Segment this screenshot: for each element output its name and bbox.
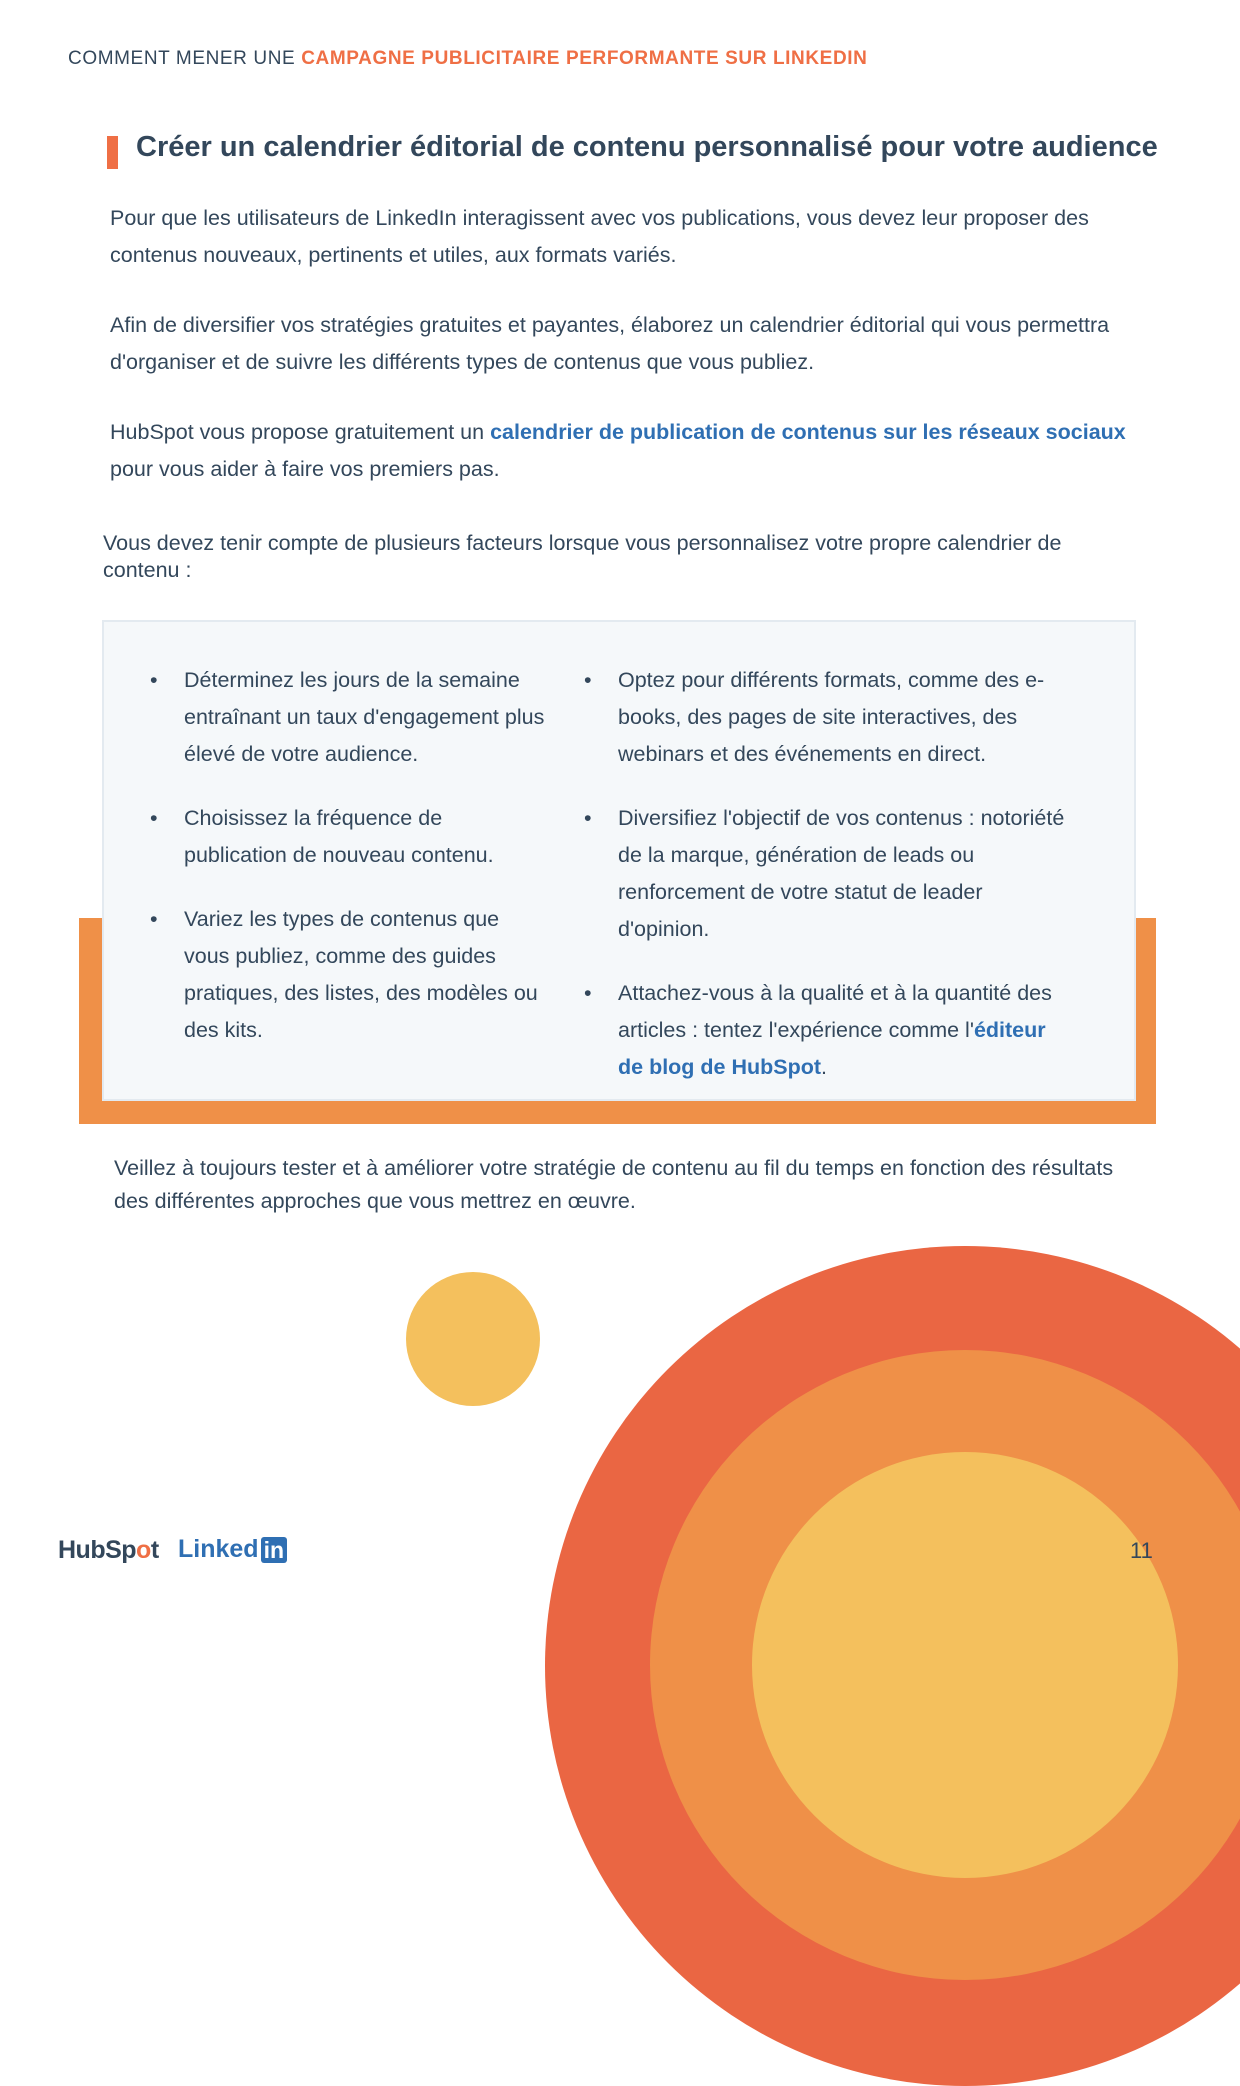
list-item-text-before: Attachez-vous à la qualité et à la quantité des articles : tentez l'expérience comme l': [618, 981, 1052, 1042]
hubspot-logo-text-a: HubSp: [58, 1536, 137, 1564]
hubspot-sprocket-icon: o: [136, 1536, 151, 1564]
list-item: [150, 662, 550, 773]
list-item-text: Optez pour différents formats, comme des e-books, des pages de site interactives, des webinars et des événements en direct.: [618, 668, 1045, 766]
bullet-dot: •: [584, 668, 592, 692]
factors-card: [102, 620, 1136, 1101]
paragraph-hubspot-offer-after: pour vous aider à faire vos premiers pas.: [110, 457, 500, 481]
list-item-text: Choisissez la fréquence de publication de nouveau contenu.: [184, 806, 494, 867]
list-item: [584, 975, 1074, 1086]
list-item-text: Variez les types de contenus que vous publiez, comme des guides pratiques, des listes, des modèles ou des kits.: [184, 907, 538, 1042]
hubspot-logo: [58, 1536, 159, 1565]
paragraph-intro: Pour que les utilisateurs de LinkedIn interagissent avec vos publications, vous devez leur proposer des contenus nouveaux, pertinents et utiles, aux formats variés.: [110, 206, 1089, 267]
paragraph-hubspot-offer: [110, 414, 1130, 488]
decorative-yellow-circle: [406, 1272, 540, 1406]
factors-list-left: [150, 662, 550, 1076]
page-number: 11: [1130, 1538, 1153, 1563]
bullet-dot: •: [150, 806, 158, 830]
list-item: [584, 800, 1074, 948]
decorative-arc-inner: [752, 1452, 1178, 1878]
section-title: Créer un calendrier éditorial de contenu personnalisé pour votre audience: [136, 131, 1158, 163]
list-item: [584, 662, 1074, 773]
list-item: [150, 800, 550, 874]
header-prefix: COMMENT MENER UNE: [68, 48, 302, 69]
bullet-dot: •: [150, 668, 158, 692]
header-accent: CAMPAGNE PUBLICITAIRE PERFORMANTE SUR LINKEDIN: [301, 48, 868, 69]
list-item-text-after: .: [821, 1055, 828, 1079]
blog-editor-link[interactable]: éditeur de blog de HubSpot: [618, 1018, 1046, 1079]
list-item-text: Diversifiez l'objectif de vos contenus : notoriété de la marque, génération de leads ou renforcement de votre statut de leader d'opinion.: [618, 806, 1065, 941]
title-accent-bar: [107, 136, 118, 169]
hubspot-logo-text-b: t: [150, 1536, 159, 1564]
linkedin-logo-text: Linked: [178, 1535, 259, 1563]
document-header: [68, 48, 867, 70]
bullet-dot: •: [584, 806, 592, 830]
bullet-dot: •: [584, 981, 592, 1005]
bullet-dot: •: [150, 907, 158, 931]
linkedin-logo: [178, 1535, 287, 1564]
factors-list-right: [584, 662, 1074, 1113]
paragraph-hubspot-offer-before: HubSpot vous propose gratuitement un: [110, 420, 491, 444]
paragraph-strategy: Afin de diversifier vos stratégies gratuites et payantes, élaborez un calendrier éditorial qui vous permettra d'organiser et de suivre les différents types de contenus que vous publiez.: [110, 313, 1110, 374]
paragraph-closing: Veillez à toujours tester et à améliorer votre stratégie de contenu au fil du temps en fonction des résultats des différentes approches que vous mettrez en œuvre.: [114, 1156, 1114, 1213]
paragraph-factors: Vous devez tenir compte de plusieurs facteurs lorsque vous personnalisez votre propre calendrier de contenu :: [103, 531, 1062, 582]
calendar-template-link[interactable]: calendrier de publication de contenus sur les réseaux sociaux: [490, 420, 1126, 444]
list-item-text: [618, 981, 1052, 1079]
linkedin-in-icon: in: [261, 1537, 287, 1563]
list-item-text: Déterminez les jours de la semaine entraînant un taux d'engagement plus élevé de votre audience.: [184, 668, 545, 766]
list-item: [150, 901, 550, 1049]
